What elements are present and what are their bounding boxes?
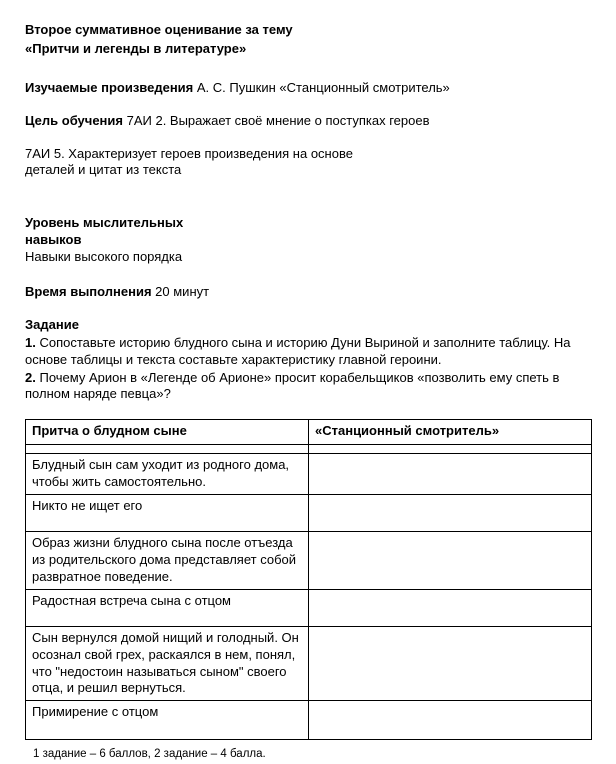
table-cell-right [309,445,592,454]
studied-works-line [25,80,592,97]
skill-level-label: Уровень мыслительных навыков [25,215,184,248]
time-line [25,284,592,301]
table-row [26,626,592,701]
table-cell-left: Никто не ищет его [26,495,309,532]
table-cell-right [309,701,592,740]
table-header-row [26,420,592,445]
table-row [26,445,592,454]
task-2 [25,370,592,404]
table-header-parable: Притча о блудном сыне [26,420,309,445]
table-row [26,532,592,590]
studied-works-label: Изучаемые произведения [25,79,194,95]
task-1-number: 1. [25,334,36,350]
table-cell-left [26,445,309,454]
task-1-text: Сопоставьте историю блудного сына и историю Дуни Выриной и заполните таблицу. На основе таблицы и текста составьте характеристику главной героини. [25,334,571,367]
table-cell-left: Образ жизни блудного сына после отъезда из родительского дома представляет собой развратное поведение. [26,532,309,590]
table-header-story: «Станционный смотритель» [309,420,592,445]
task-1 [25,335,592,369]
table-cell-left: Радостная встреча сына с отцом [26,589,309,626]
table-cell-right [309,495,592,532]
table-row [26,454,592,495]
comparison-table [25,419,592,740]
time-label: Время выполнения [25,284,152,300]
scoring-note: 1 задание – 6 баллов, 2 задание – 4 балла. [33,748,266,761]
table-row [26,495,592,532]
studied-works-value: А. С. Пушкин «Станционный смотритель» [196,79,450,95]
table-cell-right [309,532,592,590]
document-title-line2: «Притчи и легенды в литературе» [25,40,247,56]
time-value: 20 минут [155,284,210,300]
table-cell-right [309,626,592,701]
table-cell-left: Примирение с отцом [26,701,309,740]
learning-goal-extra: 7АИ 5. Характеризует героев произведения на основе деталей и цитат из текста [25,145,353,178]
task-2-text: Почему Арион в «Легенде об Арионе» просит корабельщиков «позволить ему спеть в полном наряде певца»? [25,369,560,402]
tasks-heading: Задание [25,316,79,332]
table-cell-left: Сын вернулся домой нищий и голодный. Он осознал свой грех, раскаялся в нем, понял, что "недостоин называться сыном" своего отца, и решил вернуться. [26,626,309,701]
task-2-number: 2. [25,369,36,385]
learning-goal-line [25,113,592,130]
table-cell-left: Блудный сын сам уходит из родного дома, чтобы жить самостоятельно. [26,454,309,495]
skill-level-value: Навыки высокого порядка [25,249,183,265]
table-cell-right [309,454,592,495]
learning-goal-label: Цель обучения [25,112,123,128]
document-title-line1: Второе суммативное оценивание за тему [25,22,293,37]
table-row [26,589,592,626]
table-row [26,701,592,740]
table-cell-right [309,589,592,626]
learning-goal-value: 7АИ 2. Выражает своё мнение о поступках героев [126,112,430,128]
